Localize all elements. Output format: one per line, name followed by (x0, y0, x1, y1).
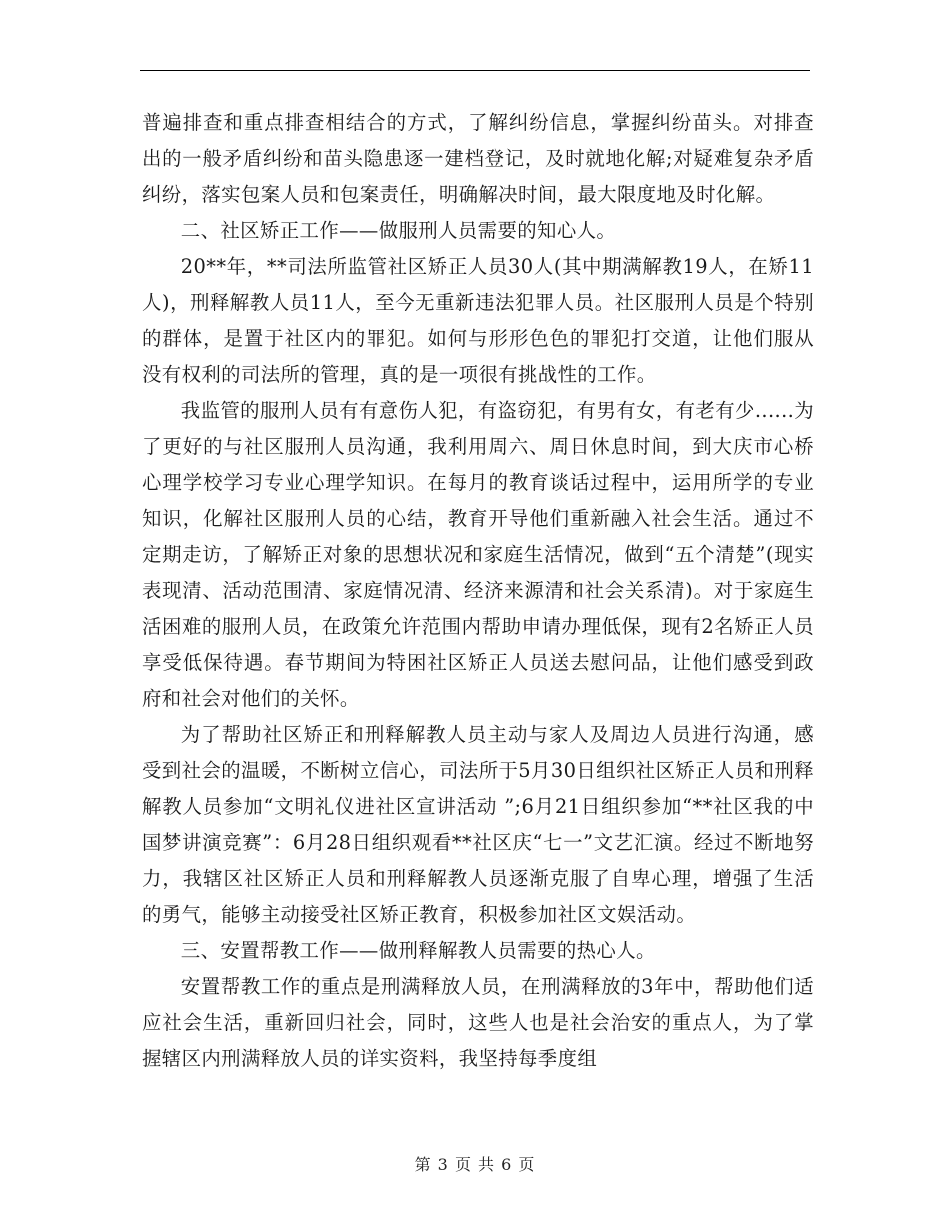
paragraph-continuation: 普遍排查和重点排查相结合的方式，了解纠纷信息，掌握纠纷苗头。对排查出的一般矛盾纠纷和苗头隐患逐一建档登记，及时就地化解;对疑难复杂矛盾纠纷，落实包案人员和包案责任，明确解决时间，最大限度地及时化解。 (142, 111, 814, 206)
section-heading-resettlement: 三、安置帮教工作——做刑释解教人员需要的热心人。 (180, 939, 656, 962)
page-number: 第 3 页 共 6 页 (414, 1155, 536, 1174)
paragraph: 20**年，**司法所监管社区矫正人员30人(其中期满解教19人，在矫11人)，刑释解教人员11人，至今无重新违法犯罪人员。社区服刑人员是个特别的群体，是置于社区内的罪犯。如何与形形色色的罪犯打交道，让他们服从没有权利的司法所的管理，真的是一项很有挑战性的工作。 (142, 255, 814, 386)
paragraph: 为了帮助社区矫正和刑释解教人员主动与家人及周边人员进行沟通，感受到社会的温暖，不断树立信心，司法所于5月30日组织社区矫正人员和刑释解教人员参加“文明礼仪进社区宣讲活动 ”;6月21日组织参加“**社区我的中国梦讲演竞赛”：6月28日组织观看**社区庆“七一”文艺汇演。经过不断地努力，我辖区社区矫正人员和刑释解教人员逐渐克服了自卑心理，增强了生活的勇气，能够主动接受社区矫正教育，积极参加社区文娱活动。 (142, 723, 814, 926)
header-rule (140, 70, 810, 71)
paragraph: 安置帮教工作的重点是刑满释放人员，在刑满释放的3年中，帮助他们适应社会生活，重新回归社会，同时，这些人也是社会治安的重点人，为了掌握辖区内刑满释放人员的详实资料，我坚持每季度组 (142, 975, 814, 1070)
body-text (142, 105, 814, 1077)
paragraph: 我监管的服刑人员有有意伤人犯，有盗窃犯，有男有女，有老有少......为了更好的与社区服刑人员沟通，我利用周六、周日休息时间，到大庆市心桥心理学校学习专业心理学知识。在每月的教育谈话过程中，运用所学的专业知识，化解社区服刑人员的心结，教育开导他们重新融入社会生活。通过不定期走访，了解矫正对象的思想状况和家庭生活情况，做到“五个清楚”(现实表现清、活动范围清、家庭情况清、经济来源清和社会关系清)。对于家庭生活困难的服刑人员，在政策允许范围内帮助申请办理低保，现有2名矫正人员享受低保待遇。春节期间为特困社区矫正人员送去慰问品，让他们感受到政府和社会对他们的关怀。 (142, 399, 814, 710)
section-heading-community-correction: 二、社区矫正工作——做服刑人员需要的知心人。 (180, 219, 617, 242)
